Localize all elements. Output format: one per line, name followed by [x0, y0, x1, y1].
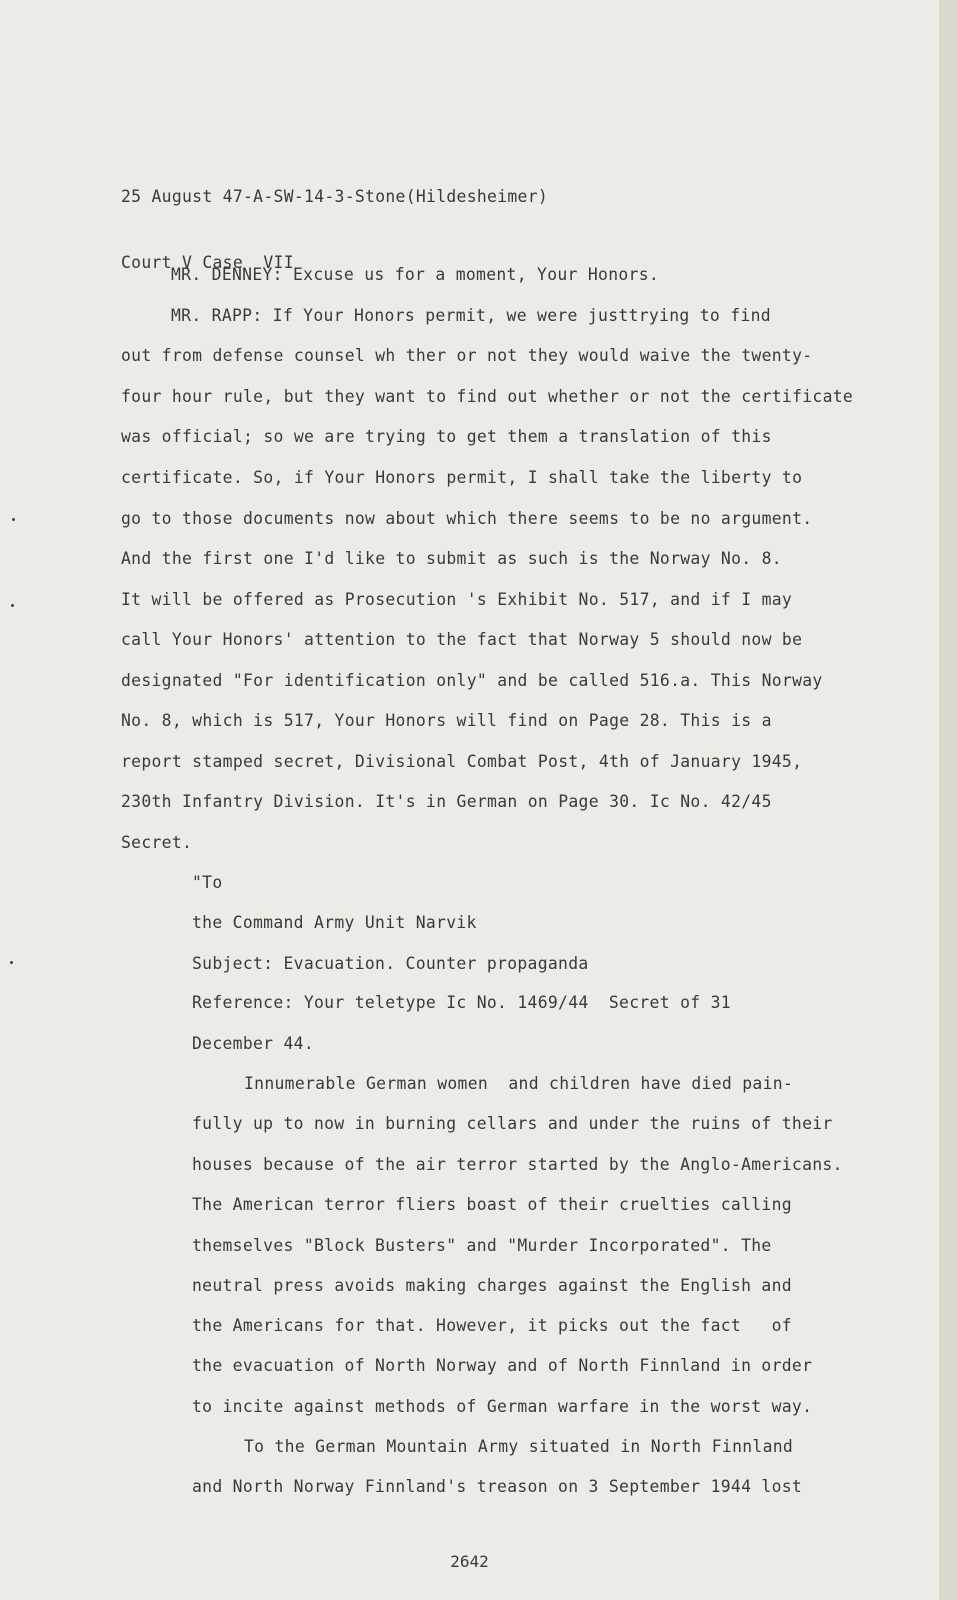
- text-line: Innumerable German women and children have died pain-: [244, 1074, 794, 1093]
- text-line: report stamped secret, Divisional Combat Post, 4th of January 1945,: [121, 752, 803, 771]
- margin-speck: [10, 961, 13, 964]
- text-line: The American terror fliers boast of their cruelties calling: [192, 1195, 792, 1214]
- text-line: and North Norway Finnland's treason on 3 September 1944 lost: [192, 1477, 803, 1496]
- text-line: themselves "Block Busters" and "Murder Incorporated". The: [192, 1236, 772, 1255]
- text-line: Secret.: [121, 833, 193, 852]
- text-line: the Americans for that. However, it picks out the fact of: [192, 1316, 792, 1335]
- text-line: designated "For identification only" and be called 516.a. This Norway: [121, 671, 823, 690]
- text-line: "To: [192, 873, 223, 892]
- text-line: houses because of the air terror started by the Anglo-Americans.: [192, 1155, 843, 1174]
- text-line: go to those documents now about which there seems to be no argument.: [121, 509, 813, 528]
- text-line: certificate. So, if Your Honors permit, I shall take the liberty to: [121, 468, 803, 487]
- text-line: four hour rule, but they want to find out whether or not the certificate: [121, 387, 854, 406]
- text-line: the Command Army Unit Narvik: [192, 913, 477, 932]
- text-line: out from defense counsel wh ther or not they would waive the twenty-: [121, 346, 813, 365]
- text-line: Subject: Evacuation. Counter propaganda: [192, 954, 589, 973]
- text-line: MR. RAPP: If Your Honors permit, we were justtrying to find: [171, 306, 771, 325]
- header-line-2: Court V Case VII: [121, 253, 294, 272]
- text-line: to incite against methods of German warfare in the worst way.: [192, 1397, 813, 1416]
- text-line: It will be offered as Prosecution 's Exhibit No. 517, and if I may: [121, 590, 793, 609]
- text-line: neutral press avoids making charges against the English and: [192, 1276, 792, 1295]
- text-line: the evacuation of North Norway and of North Finnland in order: [192, 1356, 813, 1375]
- text-line: December 44.: [192, 1034, 315, 1053]
- text-line: 230th Infantry Division. It's in German on Page 30. Ic No. 42/45: [121, 792, 772, 811]
- header-line-1: 25 August 47-A-SW-14-3-Stone(Hildesheimer): [121, 187, 549, 206]
- text-line: And the first one I'd like to submit as such is the Norway No. 8.: [121, 549, 782, 568]
- margin-speck: [11, 604, 14, 607]
- document-header: [121, 142, 548, 318]
- text-line: was official; so we are trying to get them a translation of this: [121, 427, 772, 446]
- page-number: 2642: [450, 1552, 489, 1571]
- text-line: To the German Mountain Army situated in North Finnland: [244, 1437, 794, 1456]
- margin-speck: [12, 518, 15, 521]
- text-line: call Your Honors' attention to the fact that Norway 5 should now be: [121, 630, 803, 649]
- text-line: Reference: Your teletype Ic No. 1469/44 Secret of 31: [192, 993, 731, 1012]
- text-line: MR. DENNEY: Excuse us for a moment, Your Honors.: [171, 265, 660, 284]
- text-line: fully up to now in burning cellars and under the ruins of their: [192, 1114, 833, 1133]
- text-line: No. 8, which is 517, Your Honors will find on Page 28. This is a: [121, 711, 772, 730]
